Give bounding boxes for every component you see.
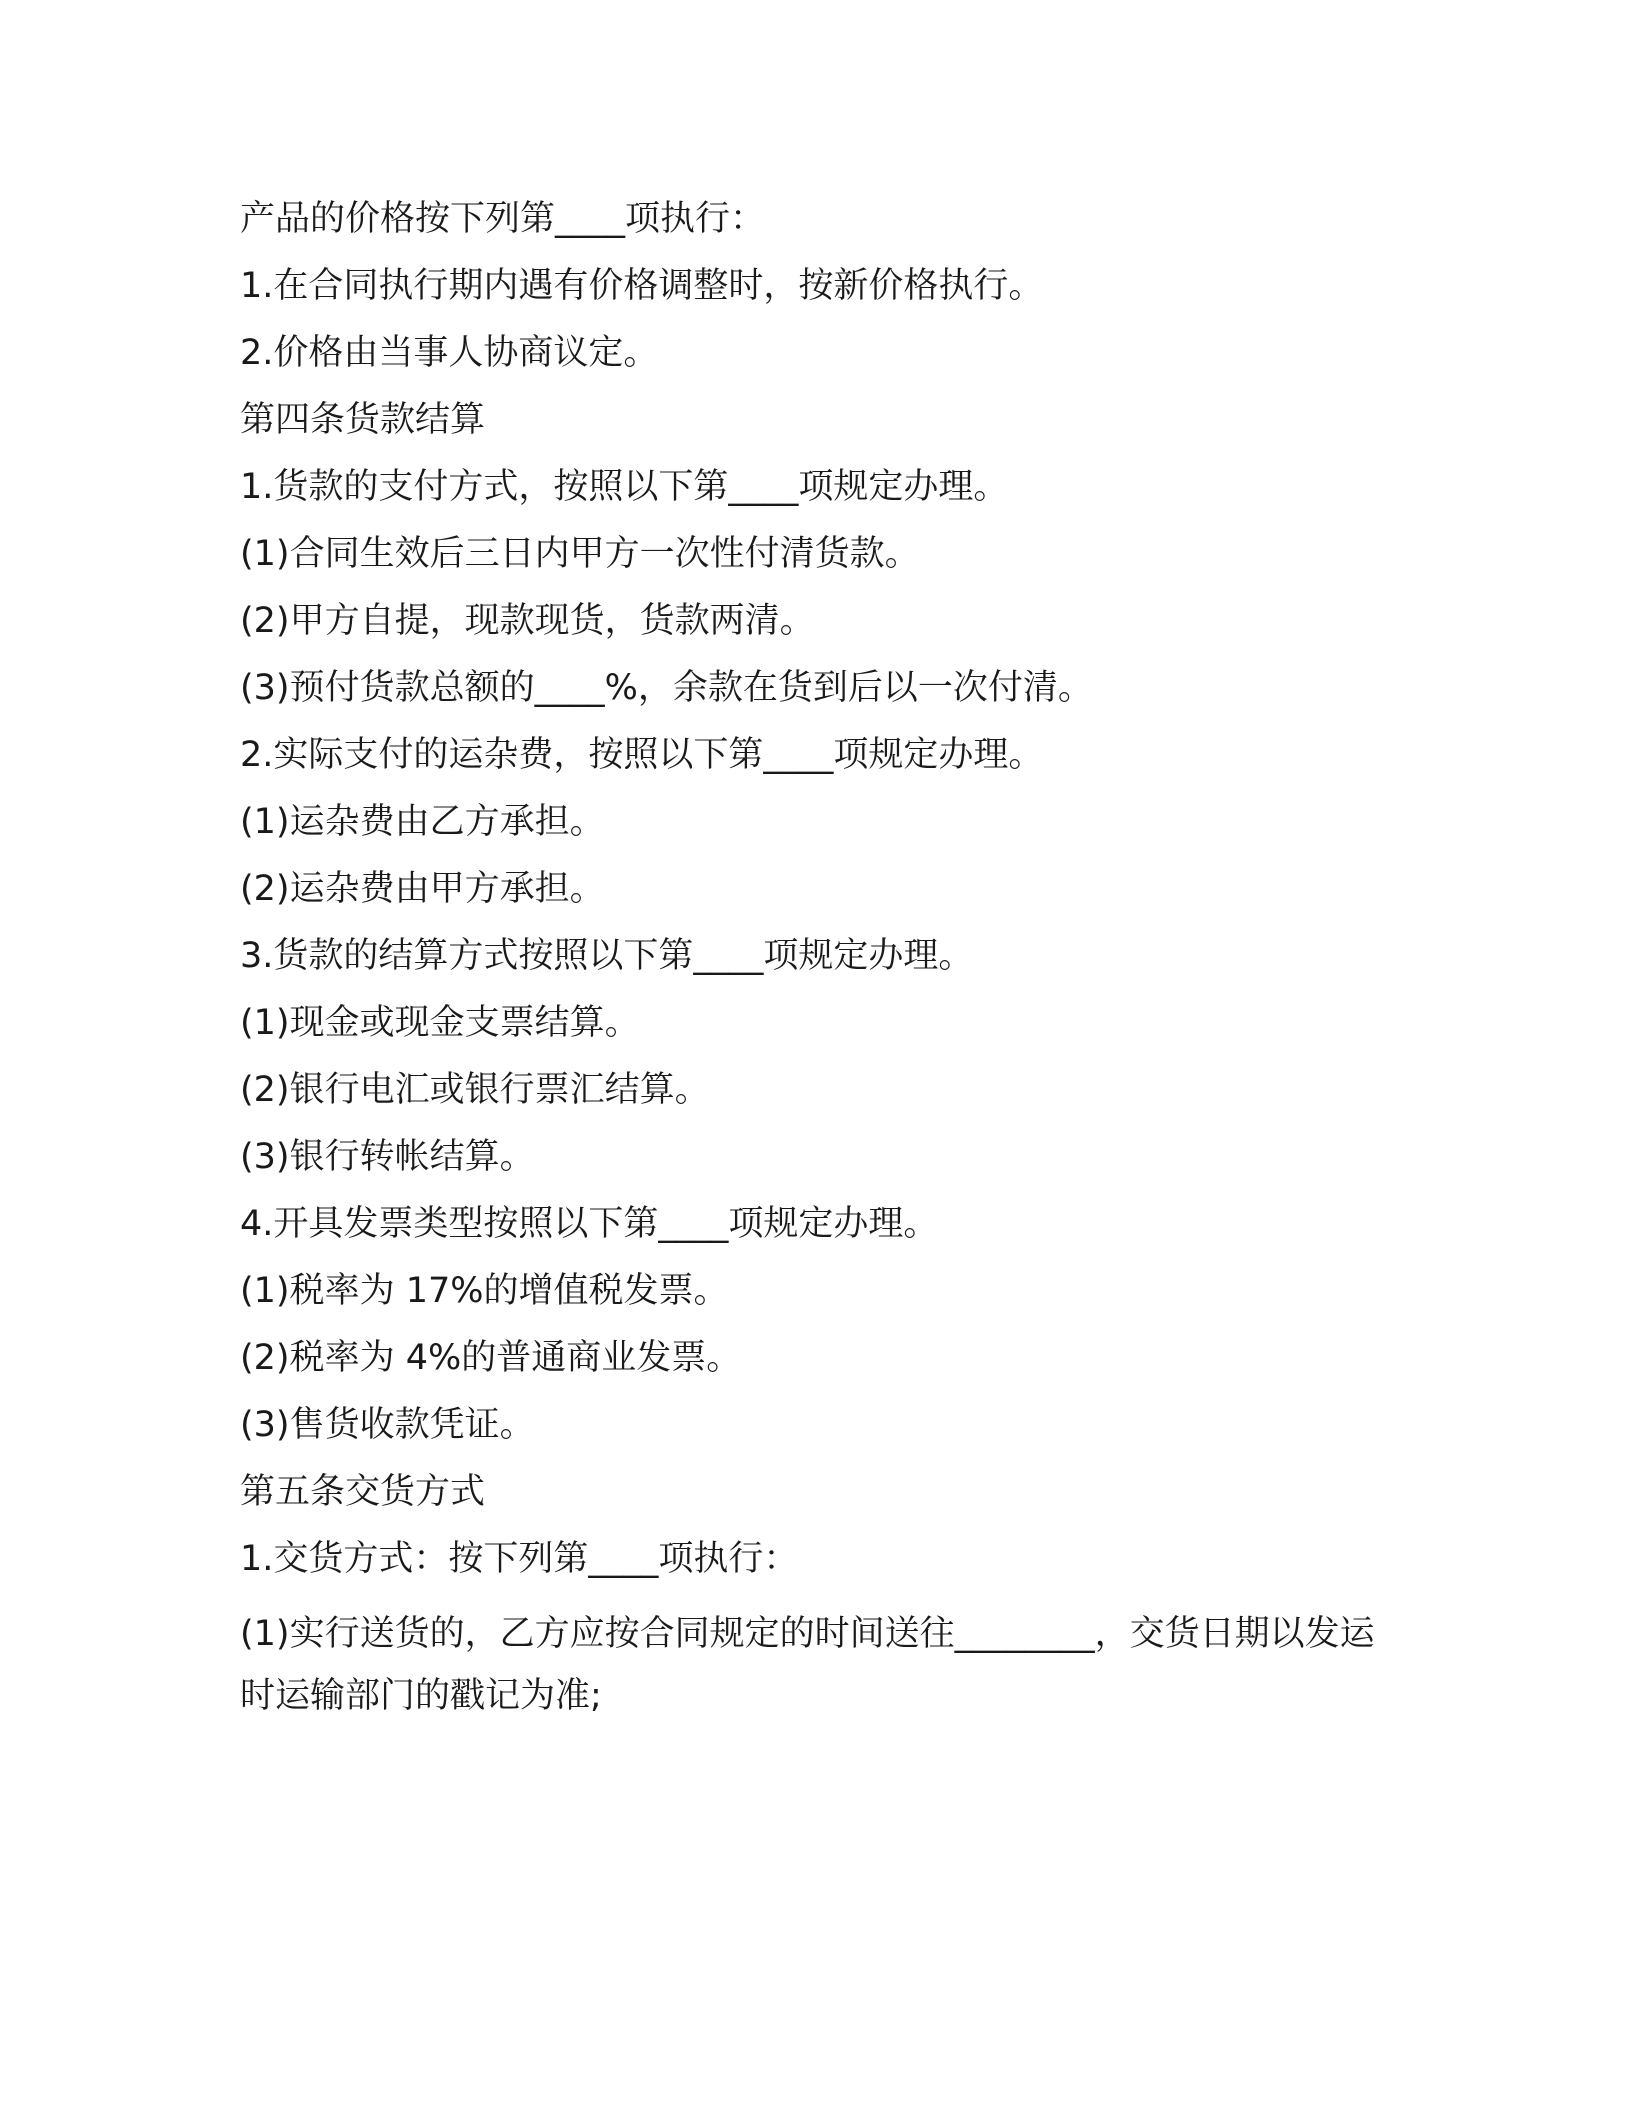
paragraph-line: (2)运杂费由甲方承担。 [240, 869, 605, 909]
paragraph-line: 产品的价格按下列第____项执行： [240, 199, 766, 239]
paragraph-line: 4.开具发票类型按照以下第____项规定办理。 [240, 1204, 939, 1244]
section-heading: 第五条交货方式 [240, 1472, 486, 1512]
paragraph-line: (1)实行送货的，乙方应按合同规定的时间送往________，交货日期以发运时运输部门的戳记为准; [240, 1614, 1375, 1716]
document-body [240, 196, 1400, 1727]
paragraph-line: (3)预付货款总额的____%，余款在货到后以一次付清。 [240, 668, 1093, 708]
paragraph-line: (1)税率为 17%的增值税发票。 [240, 1271, 729, 1311]
paragraph-line: (3)售货收款凭证。 [240, 1405, 535, 1445]
paragraph-line: (1)合同生效后三日内甲方一次性付清货款。 [240, 534, 920, 574]
paragraph-line: (2)税率为 4%的普通商业发票。 [240, 1338, 742, 1378]
paragraph-line: (2)甲方自提，现款现货，货款两清。 [240, 601, 815, 641]
paragraph-line: (2)银行电汇或银行票汇结算。 [240, 1070, 710, 1110]
paragraph-line: (1)运杂费由乙方承担。 [240, 802, 605, 842]
section-heading: 第四条货款结算 [240, 400, 486, 440]
paragraph-line: 1.交货方式：按下列第____项执行： [240, 1539, 799, 1579]
paragraph-line: 2.实际支付的运杂费，按照以下第____项规定办理。 [240, 735, 1044, 775]
paragraph-line: 1.在合同执行期内遇有价格调整时，按新价格执行。 [240, 266, 1044, 306]
paragraph-line: 1.货款的支付方式，按照以下第____项规定办理。 [240, 467, 1009, 507]
paragraph-line: 3.货款的结算方式按照以下第____项规定办理。 [240, 936, 974, 976]
paragraph-line: (3)银行转帐结算。 [240, 1137, 535, 1177]
paragraph-line: 2.价格由当事人协商议定。 [240, 333, 659, 373]
paragraph-line: (1)现金或现金支票结算。 [240, 1003, 640, 1043]
